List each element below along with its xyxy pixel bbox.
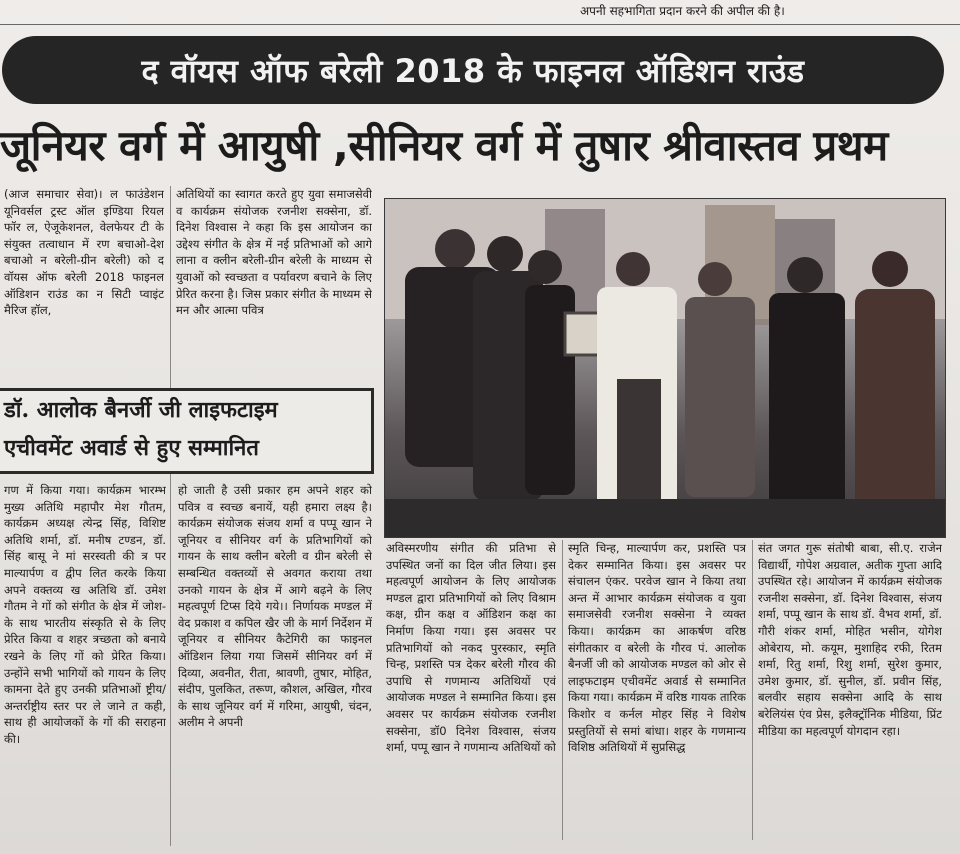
column-3 bbox=[386, 540, 556, 840]
column-text: हो जाती है उसी प्रकार हम अपने शहर को पवित्र व स्वच्छ बनायें, यही हमारा लक्ष्य है। कार्यक्रम संयोजक संजय शर्मा व पप्पू खान ने जूनियर व सीनियर वर्ग के प्रतिभागियों को गायन के साथ क्लीन बरेली व ग्रीन बरेली से सम्बन्धित वक्तव्यों से अवगत कराया तथा उनको गायन के क्षेत्र में आगे बढ़ने के लिए महत्वपूर्ण टिप्स दिये गये।। निर्णायक मण्डल में वेद प्रकाश व कपिल खैर जी के मार्ग निर्देशन में जूनियर व सीनियर कैटेगिरी का फाइनल ऑडिशन लिया गया जिसमें सीनियर वर्ग में दिव्या, अवनीत, रीता, श्रावणी, तुषार, मोहित, संदीप, पुलकित, तरूण, कौशल, अखिल, गौरव के साथ जूनियर वर्ग में गरिमा, आयुषी, चंदन, अलीम ने अपनी bbox=[178, 483, 372, 730]
column-5 bbox=[758, 540, 942, 840]
column-4 bbox=[568, 540, 746, 840]
column-divider bbox=[170, 186, 171, 846]
column-2-bottom bbox=[178, 482, 372, 844]
subheadline-line-1: डॉ. आलोक बैनर्जी जी लाइफटाइम bbox=[4, 397, 278, 423]
column-1-top bbox=[4, 186, 164, 386]
photo-illustration bbox=[385, 199, 945, 537]
subheadline-line-2: एचीवमेंट अवार्ड से हुए सम्मानित bbox=[4, 435, 259, 461]
event-banner: द वॉयस ऑफ बरेली 2018 के फाइनल ऑडिशन राउंड bbox=[2, 36, 944, 104]
column-text: स्मृति चिन्ह, माल्यार्पण कर, प्रशस्ति पत्र देकर सम्मानित किया। इस अवसर पर संचालन एंकर. परवेज खान ने किया तथा अन्त में आभार कार्यक्रम संयोजक व युवा समाजसेवी रजनीश सक्सेना ने व्यक्त किया। कार्यक्रम का आकर्षण वरिष्ठ संगीतकार व बरेली के गौरव पं. आलोक बैनर्जी जी को आयोजक मण्डल को ओर से लाइफटाइम एचीवमेंट अवार्ड से सम्मानित किया गया। कार्यक्रम में वरिष्ठ गायक तारिक किशोर व कर्नल मोहर सिंह ने विशेष प्रस्तुतियों से समां बांधा। शहर के गणमान्य विशिष्ठ अतिथियों में सुप्रसिद्ध bbox=[568, 541, 746, 755]
column-1-bottom bbox=[4, 482, 166, 844]
award-ceremony-photo bbox=[384, 198, 946, 538]
page-headline: जूनियर वर्ग में आयुषी ,सीनियर वर्ग में तुषार श्रीवास्तव प्रथम bbox=[0, 121, 888, 170]
column-text: संत जगत गुरू संतोषी बाबा, सी.ए. राजेन विद्यार्थी, गोपेश अग्रवाल, अतीक गुप्ता आदि उपस्थित रहे। आयोजन में कार्यक्रम संयोजक रजनीश सक्सेना, डॉ. दिनेश विश्वास, संजय शर्मा, पप्पू खान के साथ डॉ. वैभव शर्मा, डॉ. गौरी शंकर शर्मा, मोहित भसीन, योगेश ओबेराय, मो. कयूम, मुशाहिद रफी, रितम शर्मा, रितु शर्मा, रिशु शर्मा, सुरेश कुमार, उमेश कुमार, डॉ. सुनील, डॉ. प्रवीन सिंह, बलवीर सहाय सक्सेना आदि के साथ बरेलियंस एंव प्रेस, इलैक्ट्रॉनिक मीडिया, प्रिंट मीडिया का महत्वपूर्ण योगदान रहा। bbox=[758, 541, 942, 738]
column-text: अतिथियों का स्वागत करते हुए युवा समाजसेवी व कार्यक्रम संयोजक रजनीश सक्सेना, डॉ. दिनेश विश्वास ने कहा कि इस आयोजन का उद्देश्य संगीत के क्षेत्र में नई प्रतिभाओं को आगे लाना व क्लीन बरेली-ग्रीन बरेली के माध्यम से युवाओं को स्वच्छता व पर्यावरण बचाने के लिए प्रेरित करना है। जिस प्रकार संगीत के माध्यम से मन और आत्मा पवित्र bbox=[176, 187, 372, 318]
subheadline-box bbox=[0, 388, 374, 474]
column-text: गण में किया गया। कार्यक्रम भारम्भ मुख्य अतिथि महापौर मेश गौतम, कार्यक्रम अध्यक्ष त्येन्द्र सिंह, विशिष्ट अतिथि शर्मा, डॉ. मनीष टण्डन, डॉ. सिंह बासू ने मां सरस्वती की त्र पर माल्यार्पण व द्वीप लित करके किया अपने वक्तव्य ख अतिथि डॉ. उमेश गौतम ने गों को संगीत के क्षेत्र में जोश- के साथ भारतीय संस्कृति से के लिए प्रेरित किया व शहर त्रच्छता को बनाये रखने के लिए गों को प्रेरित किया। उन्होंने सभी भागियों को गायन के लिए कामना देते हुए उनकी प्रतिभाओं ष्ट्रीय/अन्तर्राष्ट्रीय स्तर पर ले जाने त कही, साथ ही आयोजकों के गों की सराहना की। bbox=[4, 483, 166, 746]
top-rule bbox=[0, 24, 960, 25]
column-text: अविस्मरणीय संगीत की प्रतिभा से उपस्थित जनों का दिल जीत लिया। इस महत्वपूर्ण आयोजन के लिए आयोजक मण्डल द्वारा प्रतिभागियों को लिए विश्राम कक्ष, ग्रीन कक्ष व ऑडिशन कक्ष का निर्माण किया गया। इस अवसर पर प्रतिभागियों को नकद पुरस्कार, स्मृति चिन्ह, प्रशस्ति पत्र देकर बरेली गौरव की उपाधि से गणमान्य अतिथियों एवं आयोजक मण्डल ने सम्मानित किया। इस अवसर पर कार्यक्रम संयोजक रजनीश सक्सेना, डॉ0 दिनेश विश्वास, संजय शर्मा, पप्पू खान ने गणमान्य अतिथियों को bbox=[386, 541, 556, 755]
top-snippet: अपनी सहभागिता प्रदान करने की अपील की है। bbox=[580, 4, 785, 18]
column-text: (आज समाचार सेवा)। ल फाउंडेशन यूनिवर्सल ट्रस्ट ऑल इण्डिया रियल फॉर ल, ऐजूकेशनल, वेलफेयर टी के संयुक्त तत्वाधान में रण बचाओ-देश बचाओ न बरेली-ग्रीन बरेली) को द वॉयस ऑफ बरेली 2018 फाइनल ऑडिशन राउंड का न सिटी प्वाइंट मैरिज हॉल, bbox=[4, 187, 164, 318]
column-divider bbox=[562, 540, 563, 840]
column-divider bbox=[752, 540, 753, 840]
column-2-top bbox=[176, 186, 372, 384]
